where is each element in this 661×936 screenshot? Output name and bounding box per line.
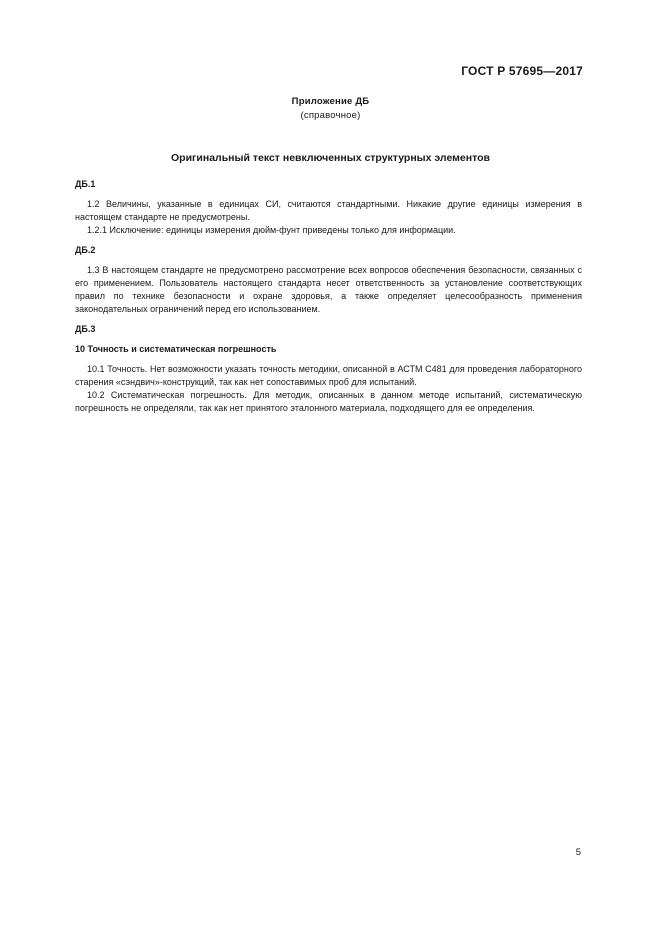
paragraph-10-2: 10.2 Систематическая погрешность. Для методик, описанных в данном методе испытаний, систематическую погрешность не определяли, так как нет принятого эталонного материала, подходящего для ее определения. xyxy=(75,390,582,413)
heading-db1: ДБ.1 xyxy=(75,179,96,189)
heading-section-10: 10 Точность и систематическая погрешность xyxy=(75,344,277,354)
paragraph-10-1: 10.1 Точность. Нет возможности указать точность методики, описанной в АСТМ С481 для проведения лабораторного старения «сэндвич»-конструкций, так как нет сопоставимых проб для испытаний. xyxy=(75,364,582,387)
heading-db2: ДБ.2 xyxy=(75,245,96,255)
section-title: Оригинальный текст невключенных структурных элементов xyxy=(171,152,490,164)
appendix-type: (справочное) xyxy=(300,110,361,121)
appendix-title: Приложение ДБ xyxy=(291,96,370,107)
paragraph-1-2: 1.2 Величины, указанные в единицах СИ, считаются стандартными. Никакие другие единицы измерения в настоящем стандарте не предусмотрены. xyxy=(75,199,582,222)
document-code: ГОСТ Р 57695—2017 xyxy=(461,64,583,78)
paragraph-1-3: 1.3 В настоящем стандарте не предусмотрено рассмотрение всех вопросов обеспечения безопасности, связанных с его применением. Пользователь настоящего стандарта несет ответственность за установление соответствующих правил по технике безопасности и охране здоровья, а также определяет целесообразность применения законодательных ограничений перед его использованием. xyxy=(75,265,582,314)
document-body xyxy=(75,178,582,415)
heading-db3: ДБ.3 xyxy=(75,324,96,334)
paragraph-1-2-1: 1.2.1 Исключение: единицы измерения дюйм-фунт приведены только для информации. xyxy=(87,225,456,235)
appendix-header xyxy=(0,95,661,123)
page-number: 5 xyxy=(575,847,581,858)
